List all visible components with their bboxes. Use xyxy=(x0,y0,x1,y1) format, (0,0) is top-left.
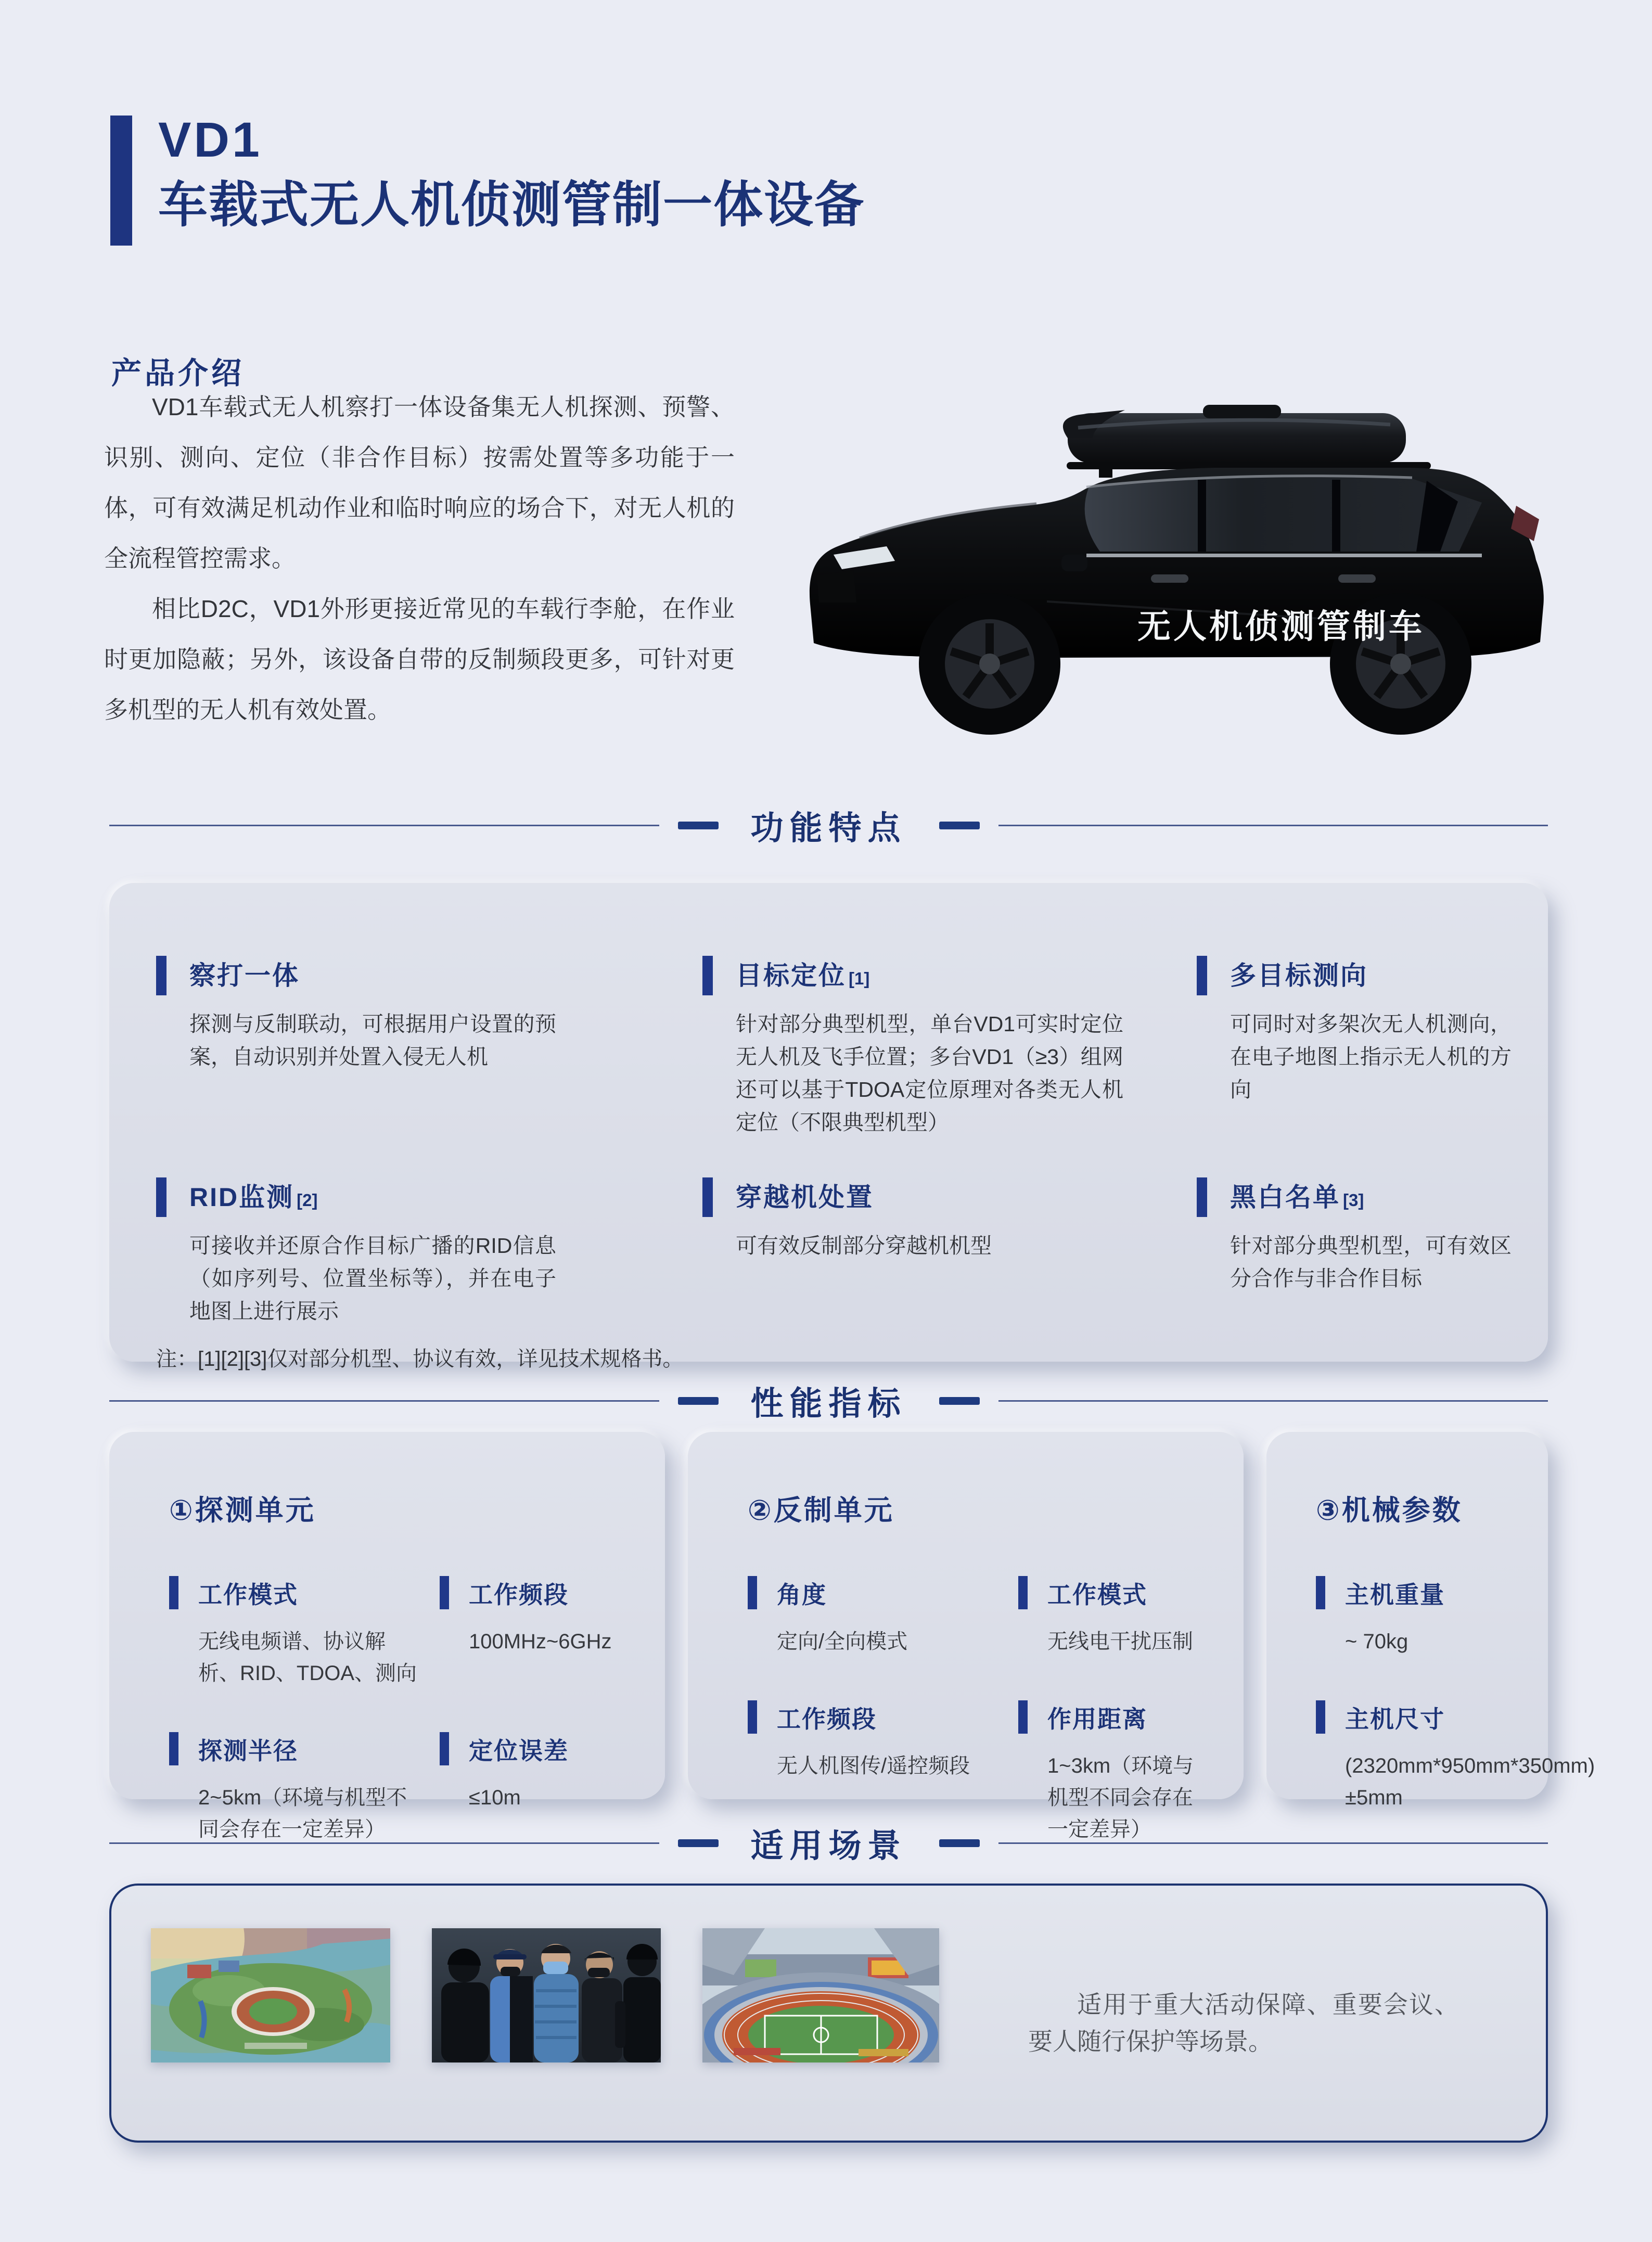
product-name: 车载式无人机侦测管制一体设备 xyxy=(158,177,865,233)
feature-item-rid-monitor xyxy=(156,1176,702,1328)
divider-line xyxy=(998,825,1548,826)
divider-line xyxy=(109,1400,659,1402)
scenes-box xyxy=(109,1884,1548,2143)
accent-bar-icon xyxy=(1018,1576,1028,1609)
divider-line xyxy=(109,825,659,826)
feature-body: 可有效反制部分穿越机机型 xyxy=(736,1234,992,1258)
spec-label: 探测半径 xyxy=(198,1737,298,1764)
scenes-photos xyxy=(151,1928,939,2062)
spec-grid xyxy=(169,1576,629,1846)
spec-item xyxy=(1316,1576,1538,1658)
spec-value: 定向/全向模式 xyxy=(777,1630,908,1653)
spec-panel-title: ②反制单元 xyxy=(748,1495,894,1526)
car-roof-box xyxy=(1063,405,1431,478)
spec-value: 无线电频谱、协议解析、RID、TDOA、测向 xyxy=(198,1630,417,1685)
spec-label: 定位误差 xyxy=(469,1737,569,1764)
spec-value: (2320mm*950mm*350mm)±5mm xyxy=(1345,1754,1595,1809)
feature-item-target-location xyxy=(702,955,1197,1139)
spec-label: 工作频段 xyxy=(469,1581,569,1608)
spec-item xyxy=(748,1576,1018,1658)
accent-bar-icon xyxy=(702,956,713,995)
spec-label: 工作频段 xyxy=(777,1706,877,1733)
feature-note: 注：[1][2][3]仅对部分机型、协议有效，详见技术规格书。 xyxy=(156,1348,684,1370)
spec-item xyxy=(169,1576,440,1689)
section-title-scenes: 适用场景 xyxy=(750,1827,907,1864)
accent-bar-icon xyxy=(156,1177,167,1217)
scene-photo-stadium xyxy=(702,1928,939,2062)
feature-item-detect-strike xyxy=(156,955,702,1139)
intro-heading: 产品介绍 xyxy=(111,356,245,391)
accent-bar-icon xyxy=(1316,1576,1325,1609)
spec-label: 作用距离 xyxy=(1047,1706,1147,1733)
spec-label: 主机重量 xyxy=(1345,1581,1445,1608)
specs-row xyxy=(109,1432,1595,1841)
feature-item-multi-target-df xyxy=(1197,955,1512,1139)
accent-bar-icon xyxy=(1316,1700,1325,1734)
feature-title: 多目标测向 xyxy=(1230,961,1368,990)
intro-paragraph-2: 相比D2C，VD1外形更接近常见的车载行李舱，在作业时更加隐蔽；另外，该设备自带的反制频段更多，可针对更多机型的无人机有效处置。 xyxy=(104,595,735,723)
section-header-specs xyxy=(109,1375,1548,1427)
spec-label: 角度 xyxy=(777,1581,827,1608)
feature-ref: [1] xyxy=(849,969,870,988)
accent-bar-icon xyxy=(169,1732,178,1765)
spec-value: 1~3km（环境与机型不同会存在一定差异） xyxy=(1047,1754,1194,1841)
spec-panel-mechanical xyxy=(1266,1432,1595,1809)
security-figures xyxy=(441,1944,661,2062)
spec-grid xyxy=(1316,1576,1595,1814)
dash-icon xyxy=(678,1397,719,1405)
title-accent-bar xyxy=(110,116,132,246)
spec-item xyxy=(1018,1576,1207,1658)
section-title-specs: 性能指标 xyxy=(750,1385,907,1422)
intro-text xyxy=(104,382,735,735)
divider-line xyxy=(109,1842,659,1844)
feature-item-fpv-counter xyxy=(702,1176,1197,1328)
accent-bar-icon xyxy=(156,956,167,995)
feature-item-blackwhite-list xyxy=(1197,1176,1512,1328)
feature-body: 可接收并还原合作目标广播的RID信息（如序列号、位置坐标等），并在电子地图上进行展示 xyxy=(189,1234,556,1323)
feature-body: 可同时对多架次无人机测向，在电子地图上指示无人机的方向 xyxy=(1230,1012,1512,1101)
spec-value: 无人机图传/遥控频段 xyxy=(777,1754,970,1777)
title-text xyxy=(158,112,865,246)
scene-photo-sports-park xyxy=(151,1928,390,2062)
section-header-features xyxy=(109,799,1548,851)
feature-title: 穿越机处置 xyxy=(736,1183,874,1212)
spec-value: 2~5km（环境与机型不同会存在一定差异） xyxy=(198,1786,407,1841)
intro-paragraph-1: VD1车载式无人机察打一体设备集无人机探测、预警、识别、测向、定位（非合作目标）按需处置等多功能于一体，可有效满足机动作业和临时响应的场合下，对无人机的全流程管控需求。 xyxy=(104,393,735,572)
feature-title: 目标定位 xyxy=(736,961,846,990)
vehicle-side-label: 无人机侦测管制车 xyxy=(1137,608,1425,645)
accent-bar-icon xyxy=(440,1732,449,1765)
spec-item xyxy=(1316,1700,1595,1814)
product-model: VD1 xyxy=(158,112,262,168)
divider-line xyxy=(998,1400,1548,1402)
spec-grid xyxy=(748,1576,1207,1846)
spec-item xyxy=(440,1576,629,1689)
spec-label: 工作模式 xyxy=(198,1581,298,1608)
spec-value: 100MHz~6GHz xyxy=(469,1630,612,1653)
spec-panel-countermeasure xyxy=(688,1432,1244,1841)
feature-body: 针对部分典型机型，可有效区分合作与非合作目标 xyxy=(1230,1234,1512,1290)
section-title-features: 功能特点 xyxy=(750,810,907,847)
accent-bar-icon xyxy=(169,1576,178,1609)
feature-ref: [3] xyxy=(1343,1190,1364,1210)
feature-ref: [2] xyxy=(297,1190,318,1210)
car-chrome-trim xyxy=(1086,554,1482,557)
spec-value: ≤10m xyxy=(469,1786,521,1809)
scenes-caption: 适用于重大活动保障、重要会议、要人随行保护等场景。 xyxy=(1028,1991,1459,2055)
dash-icon xyxy=(939,1839,980,1847)
vehicle-illustration xyxy=(755,331,1619,773)
spec-value: ~ 70kg xyxy=(1345,1630,1408,1653)
title-block xyxy=(110,112,865,246)
dash-icon xyxy=(678,1839,719,1847)
spec-panel-title: ①探测单元 xyxy=(169,1495,316,1526)
spec-panel-title: ③机械参数 xyxy=(1316,1495,1463,1526)
spec-panel-detection xyxy=(109,1432,665,1841)
dash-icon xyxy=(939,1397,980,1405)
spec-label: 主机尺寸 xyxy=(1345,1706,1445,1733)
dash-icon xyxy=(678,822,719,829)
spec-value: 无线电干扰压制 xyxy=(1047,1630,1193,1653)
scene-photo-vip-protection xyxy=(432,1928,661,2062)
feature-body: 针对部分典型机型，单台VD1可实时定位无人机及飞手位置；多台VD1（≥3）组网还可以基于TDOA定位原理对各类无人机定位（不限典型机型） xyxy=(736,1012,1123,1134)
dash-icon xyxy=(939,822,980,829)
accent-bar-icon xyxy=(748,1576,757,1609)
divider-line xyxy=(998,1842,1548,1844)
section-header-scenes xyxy=(109,1817,1548,1869)
features-panel xyxy=(109,883,1548,1370)
feature-title: 黑白名单 xyxy=(1230,1183,1340,1212)
accent-bar-icon xyxy=(1197,1177,1207,1217)
feature-title: 察打一体 xyxy=(189,961,300,990)
feature-body: 探测与反制联动，可根据用户设置的预案，自动识别并处置入侵无人机 xyxy=(189,1012,556,1069)
accent-bar-icon xyxy=(1018,1700,1028,1734)
spec-label: 工作模式 xyxy=(1047,1581,1147,1608)
accent-bar-icon xyxy=(1197,956,1207,995)
accent-bar-icon xyxy=(702,1177,713,1217)
vehicle-photo xyxy=(755,331,1619,773)
car-front-wheel xyxy=(919,593,1060,735)
feature-title: RID监测 xyxy=(189,1183,294,1212)
accent-bar-icon xyxy=(440,1576,449,1609)
features-grid xyxy=(109,883,1548,1328)
car-mirror xyxy=(1061,555,1087,571)
accent-bar-icon xyxy=(748,1700,757,1734)
